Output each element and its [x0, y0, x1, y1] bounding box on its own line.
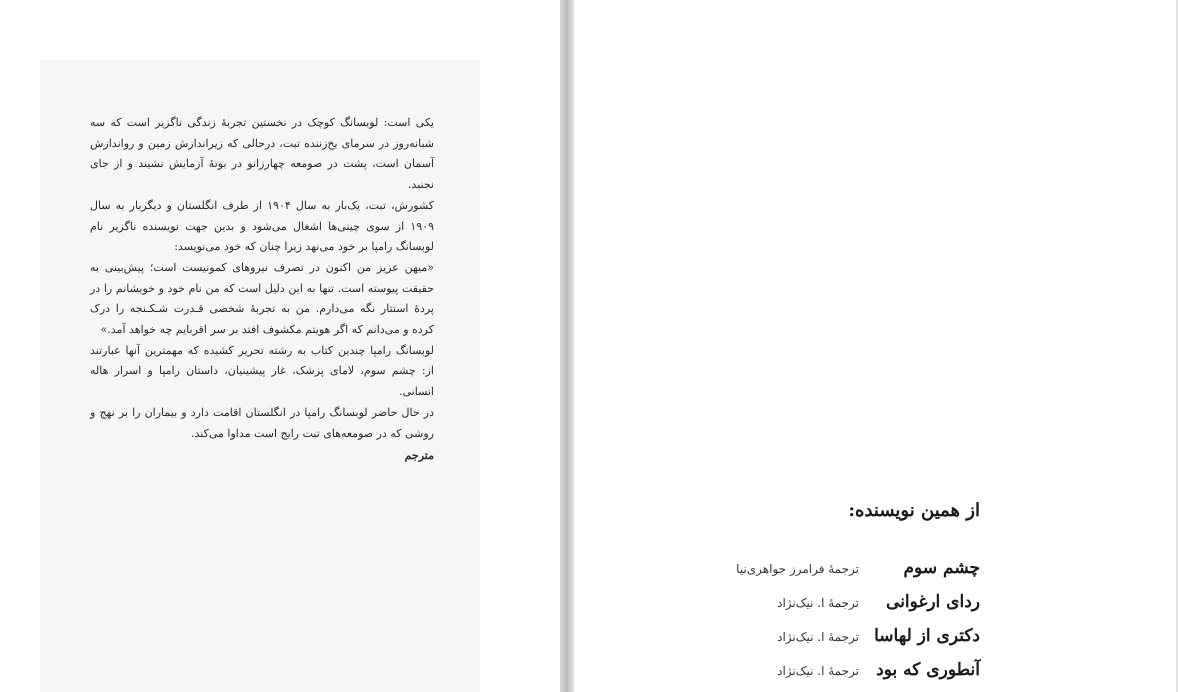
book-row	[680, 626, 980, 660]
left-page	[0, 0, 560, 692]
paragraph-2: کشورش، تبت، یک‌بار به سال ۱۹۰۴ از طرف انگلستان و دیگربار به سال ۱۹۰۹ از سوی چینی‌ها اشغال می‌شود و بدین جهت نویسنده ناگزیر نام لوبسانگ رامپا بر خود می‌نهد زیرا چنان که خود می‌نویسد:	[90, 198, 434, 254]
book-list	[680, 558, 980, 692]
book-title: آنطوری که بود	[876, 660, 980, 680]
page-gutter	[560, 0, 574, 692]
book-row	[680, 558, 980, 592]
paragraph-1: یکی است: لوبسانگ کوچک در نخستین تجربهٔ زندگی ناگزیر است که سه شبانه‌روز در سرمای یخ‌زننده تبت، درحالی که زیرانداز‌ش زمین و روانداز‌ش آسمان است، پشت در صومعه چهارزانو در بوتهٔ آزمایش نشیند و از جای نجنبد.	[90, 116, 434, 192]
paragraph-5: در حال حاضر لوبسانگ رامپا در انگلستان اقامت دارد و بیماران را بر نهج و روشی که در صومعه‌های تبت رایج است مداوا می‌کند.	[90, 405, 434, 440]
translator-signature: مترجم	[404, 449, 434, 463]
paragraph-4: لوبسانگ رامپا چندین کتاب به رشته تحریر کشیده که مهمترین آنها عبارتند از: چشم سوم، لامای پزشک، غار پیشینیان، داستان رامپا و اسرار هاله انسانی.	[90, 343, 434, 399]
book-translator: ترجمهٔ فرامرز جواهری‌نیا	[736, 562, 859, 576]
book-row	[680, 592, 980, 626]
book-title: چشم سوم	[903, 558, 980, 578]
right-page	[574, 0, 1177, 692]
book-translator: ترجمهٔ ا. نیک‌نژاد	[777, 630, 859, 644]
book-title: دکتری از لهاسا	[874, 626, 980, 646]
book-title: ردای ارغوانی	[886, 592, 980, 612]
book-translator: ترجمهٔ ا. نیک‌نژاد	[777, 596, 859, 610]
paragraph-3-quote: «میهن عزیز من اکنون در تصرف نیروهای کمونیست است؛ پیش‌بینی به حقیقت پیوسته است. تنها به این دلیل است که من نام خود و خویشانم را در پردهٔ استتار نگه می‌دارم. من به تجربهٔ شخصی قـدرت شـکـنجه را درک کرده و می‌دانم که اگر هویتم مکشوف افتد بر سر اقربایم چه خواهد آمد.»	[90, 260, 434, 337]
scanned-page-area	[40, 60, 480, 692]
book-row	[680, 660, 980, 692]
translator-note-text	[90, 113, 434, 467]
books-heading: از همین نویسنده:	[848, 500, 980, 521]
book-translator: ترجمهٔ ا. نیک‌نژاد	[777, 664, 859, 678]
